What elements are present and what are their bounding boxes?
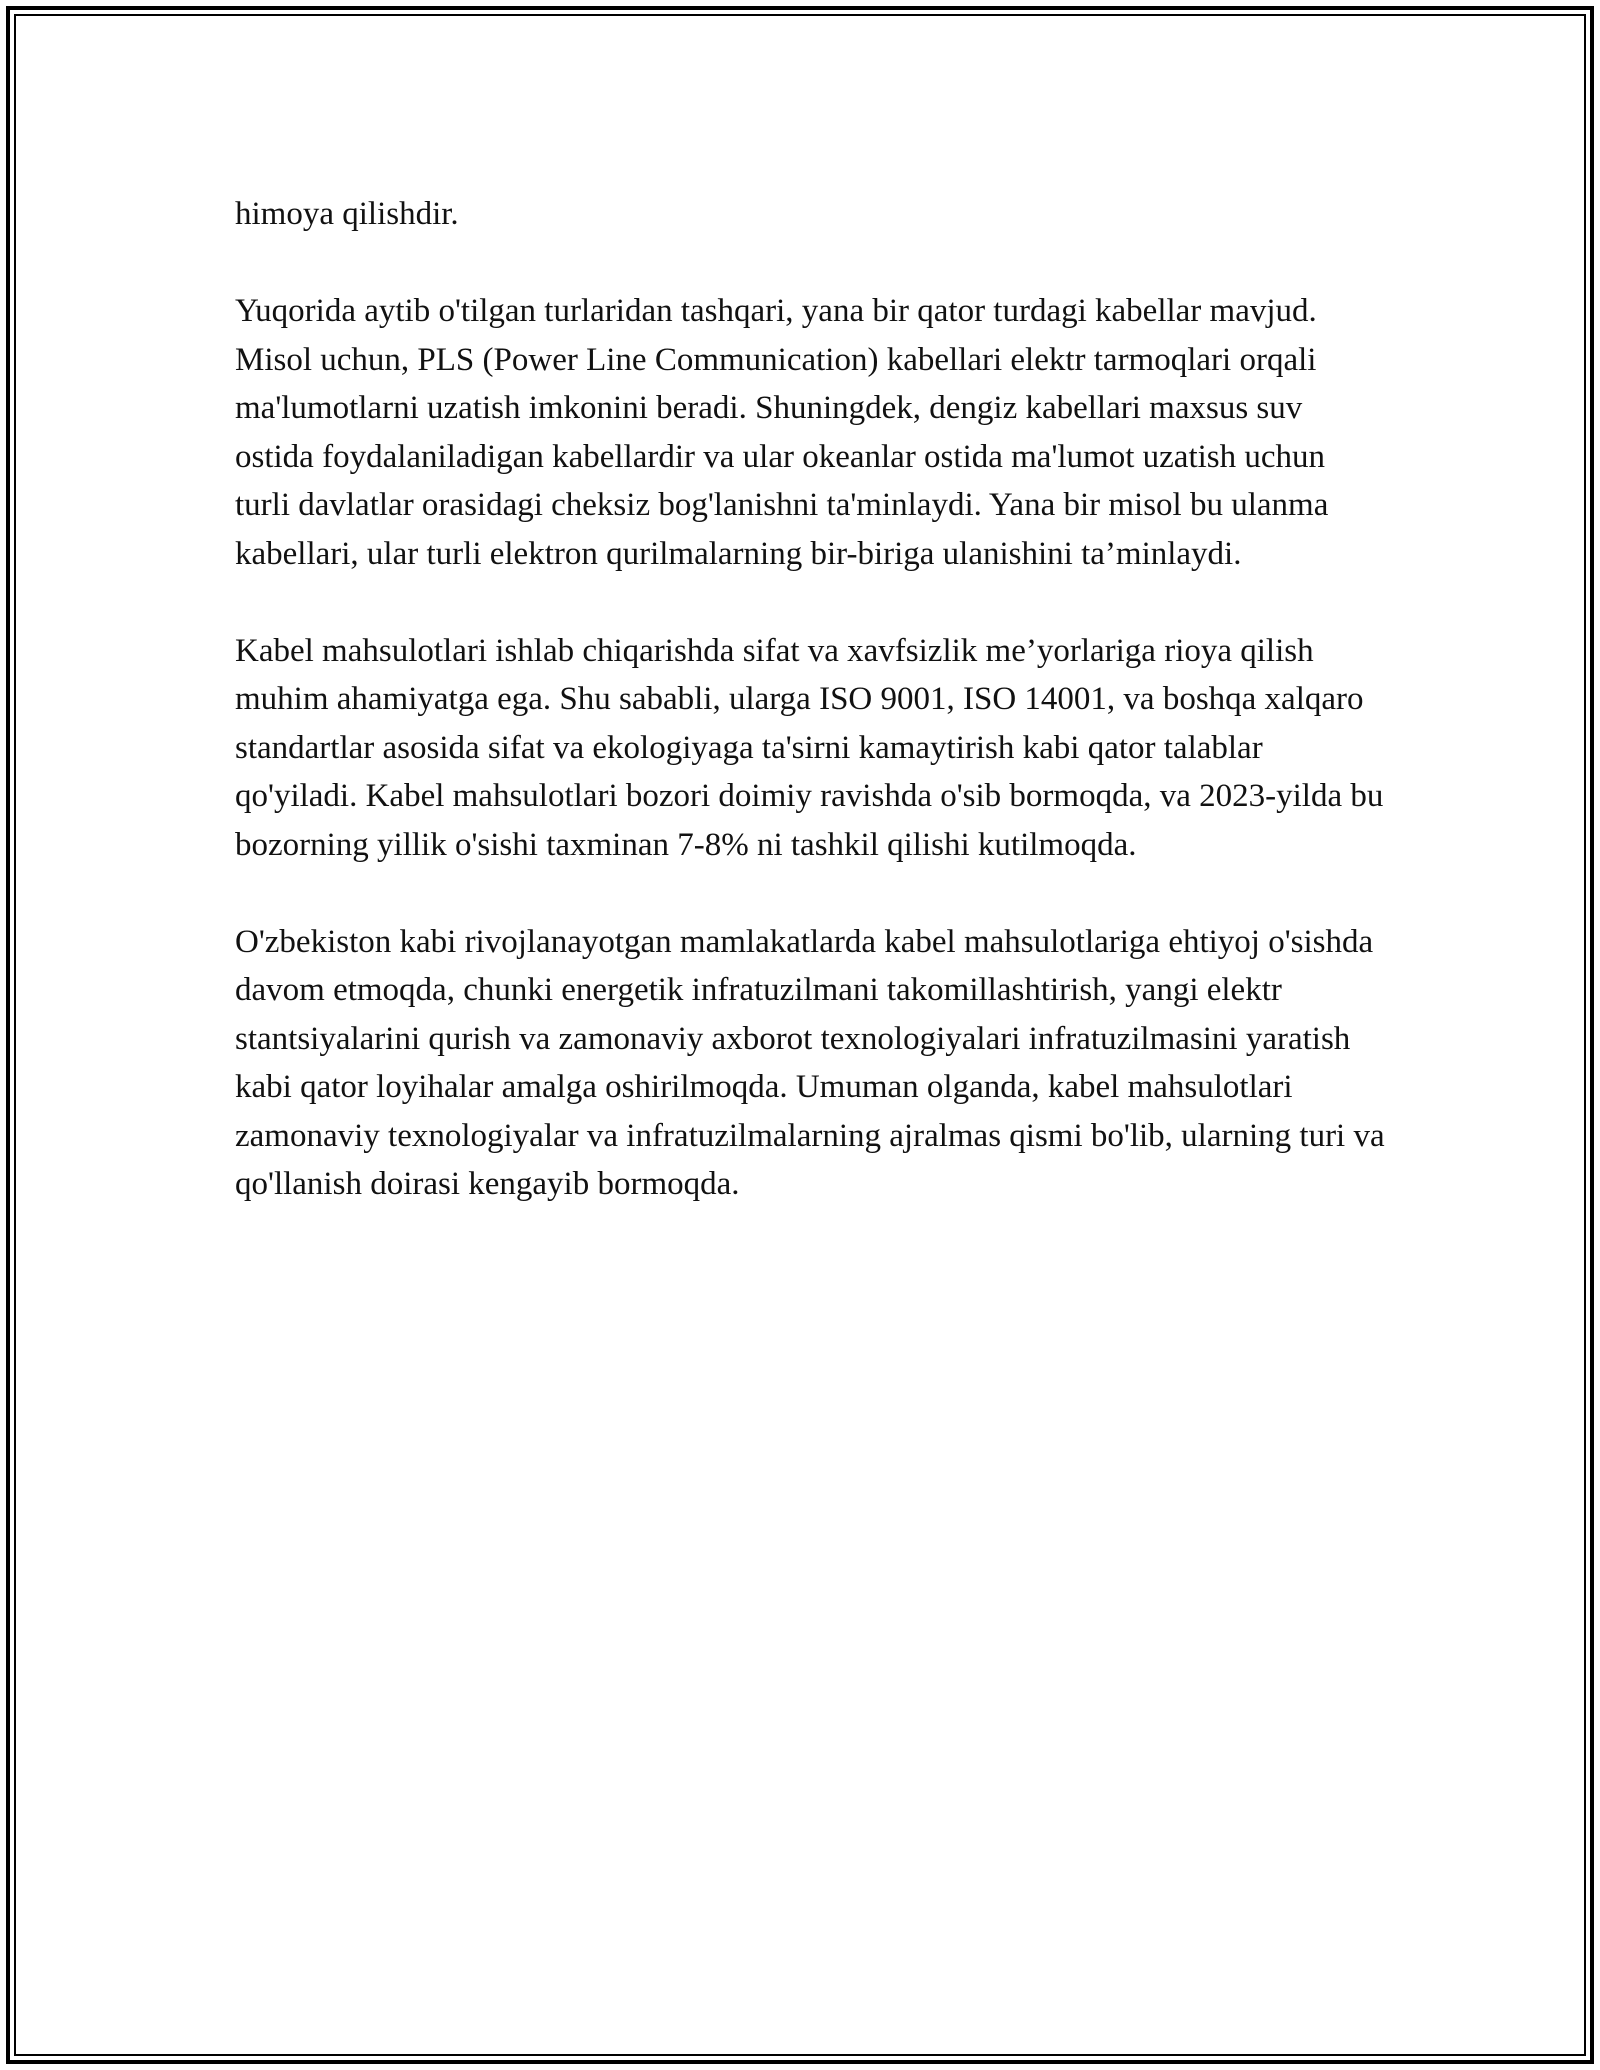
paragraph-cable-types: Yuqorida aytib o'tilgan turlaridan tashqari, yana bir qator turdagi kabellar mavjud. Misol uchun, PLS (Power Line Communication) kabellari elektr tarmoqlari orqali ma'lumotlarni uzatish imkonini beradi. Shuningdek, dengiz kabellari maxsus suv ostida foydalaniladigan kabellardir va ular okeanlar ostida ma'lumot uzatish uchun turli davlatlar orasidagi cheksiz bog'lanishni ta'minlaydi. Yana bir misol bu ulanma kabellari, ular turli elektron qurilmalarning bir-biriga ulanishini ta’minlaydi. [235, 293, 1329, 572]
paragraph-continuation: himoya qilishdir. [235, 196, 459, 232]
paragraph-uzbekistan-demand: O'zbekiston kabi rivojlanayotgan mamlakatlarda kabel mahsulotlariga ehtiyoj o'sishda davom etmoqda, chunki energetik infratuzilmani takomillashtirish, yangi elektr stantsiyalarini qurish va zamonaviy axborot texnologiyalari infratuzilmasini yaratish kabi qator loyihalar amalga oshirilmoqda. Umuman olganda, kabel mahsulotlari zamonaviy texnologiyalar va infratuzilmalarning ajralmas qismi bo'lib, ularning turi va qo'llanish doirasi kengayib bormoqda. [235, 923, 1385, 1202]
paragraph-quality-standards: Kabel mahsulotlari ishlab chiqarishda sifat va xavfsizlik me’yorlariga rioya qilish muhim ahamiyatga ega. Shu sababli, ularga ISO 9001, ISO 14001, va boshqa xalqaro standartlar asosida sifat va ekologiyaga ta'sirni kamaytirish kabi qator talablar qo'yiladi. Kabel mahsulotlari bozori doimiy ravishda o'sib bormoqda, va 2023-yilda bu bozorning yillik o'sishi taxminan 7-8% ni tashkil qilishi kutilmoqda. [235, 632, 1384, 863]
document-body [235, 190, 1385, 1257]
